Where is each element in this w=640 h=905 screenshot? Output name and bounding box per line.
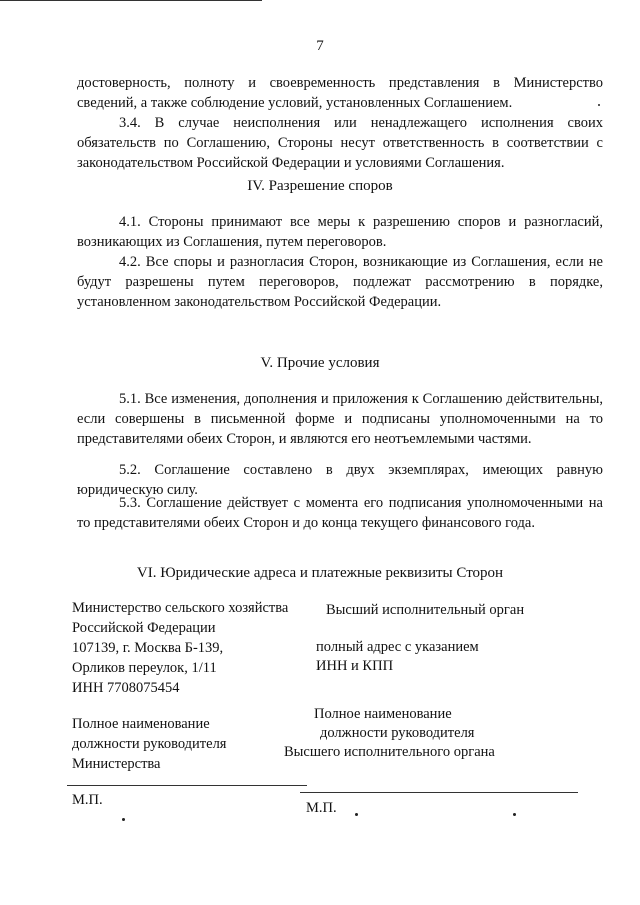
executive-position-2: должности руководителя [320, 725, 475, 741]
scan-speck [598, 104, 600, 106]
executive-position-1: Полное наименование [314, 706, 452, 722]
section-heading-6: VI. Юридические адреса и платежные реквизиты Сторон [136, 565, 504, 581]
executive-position-3: Высшего исполнительного органа [284, 744, 495, 760]
party-ministry-address-2: Орликов переулок, 1/11 [72, 660, 217, 676]
scan-speck [513, 813, 516, 816]
executive-stamp-label: М.П. [306, 800, 337, 816]
section-heading-4: IV. Разрешение споров [247, 178, 393, 194]
page-number: 7 [316, 38, 324, 54]
paragraph-4-2: 4.2. Все споры и разногласия Сторон, возникающие из Соглашения, если не будут разрешены путем переговоров, подлежат рассмотрению в порядке, установленном законодательством Российской Федерации. [77, 254, 603, 310]
paragraph-5-2: 5.2. Соглашение составлено в двух экземплярах, имеющих равную юридическую силу. [77, 462, 603, 498]
party-executive-address-2: ИНН и КПП [316, 658, 394, 674]
party-ministry-name-1: Министерство сельского хозяйства [72, 600, 289, 616]
party-ministry-name-2: Российской Федерации [72, 620, 216, 636]
ministry-signature-line [67, 785, 307, 786]
top-rule [0, 0, 262, 1]
paragraph-4-1: 4.1. Стороны принимают все меры к разрешению споров и разногласий, возникающих из Соглашения, путем переговоров. [77, 214, 603, 250]
paragraph-5-3: 5.3. Соглашение действует с момента его подписания уполномоченными на то представителями обеих Сторон и до конца текущего финансового года. [77, 495, 603, 531]
paragraph-3-4: 3.4. В случае неисполнения или ненадлежащего исполнения своих обязательств по Соглашению, Стороны несут ответственность в соответствии с законодательством Российской Федерации и условиями Соглашения. [77, 115, 603, 171]
ministry-position-3: Министерства [72, 756, 161, 772]
party-ministry-address-1: 107139, г. Москва Б-139, [72, 640, 224, 656]
paragraph-5-1: 5.1. Все изменения, дополнения и приложения к Соглашению действительны, если совершены в письменной форме и подписаны уполномоченными на то представителями обеих Сторон, и являются его неотъемлемыми частями. [77, 391, 603, 447]
ministry-position-2: должности руководителя [72, 736, 227, 752]
section-heading-5: V. Прочие условия [260, 355, 380, 371]
paragraph-3-continuation: достоверность, полноту и своевременность представления в Министерство сведений, а также соблюдение условий, установленных Соглашением. [77, 75, 603, 111]
scan-speck [355, 813, 358, 816]
scan-speck [122, 818, 125, 821]
ministry-position-1: Полное наименование [72, 716, 210, 732]
party-executive-address-1: полный адрес с указанием [316, 639, 479, 655]
ministry-stamp-label: М.П. [72, 792, 103, 808]
executive-signature-line [300, 792, 578, 793]
party-ministry-inn: ИНН 7708075454 [72, 680, 180, 696]
party-executive-name: Высший исполнительный орган [326, 602, 525, 618]
